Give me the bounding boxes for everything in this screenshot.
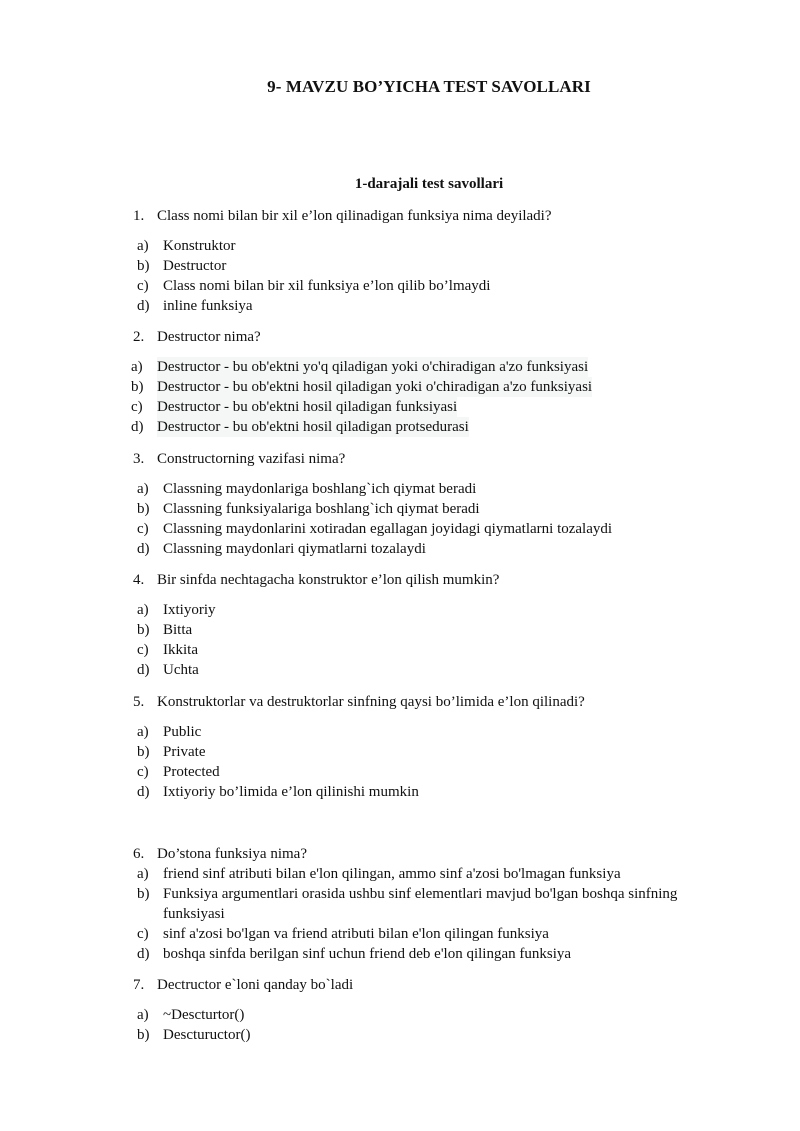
option-letter: c) — [137, 642, 149, 658]
option-text: inline funksiya — [163, 298, 253, 314]
question-number: 4. — [133, 572, 145, 588]
option-item — [137, 296, 490, 316]
question-number: 5. — [133, 694, 145, 710]
option-item — [137, 864, 723, 884]
option-item — [137, 236, 490, 256]
option-text: Protected — [163, 764, 220, 780]
option-letter: c) — [137, 926, 149, 942]
option-item — [137, 742, 419, 762]
option-text: Class nomi bilan bir xil funksiya e’lon qilib bo’lmaydi — [163, 278, 491, 294]
option-letter: d) — [137, 946, 150, 962]
option-text: Destructor - bu ob'ektni hosil qiladigan funksiyasi — [157, 399, 458, 415]
section-title: 1-darajali test savollari — [354, 176, 504, 192]
option-item — [137, 539, 612, 559]
option-letter: c) — [137, 764, 149, 780]
option-text: Ixtiyoriy — [163, 602, 216, 618]
option-text: Ikkita — [163, 642, 198, 658]
question-number: 6. — [133, 846, 145, 862]
options-list-6 — [137, 864, 723, 964]
question-text: Konstruktorlar va destruktorlar sinfning qaysi bo’limida e’lon qilinadi? — [157, 694, 585, 710]
option-letter: c) — [137, 278, 149, 294]
option-letter: c) — [131, 399, 143, 415]
options-list-1 — [137, 236, 490, 316]
question-text: Do’stona funksiya nima? — [157, 846, 307, 862]
option-letter: b) — [137, 1027, 150, 1043]
option-text: Destructor - bu ob'ektni hosil qiladigan protsedurasi — [157, 419, 469, 435]
option-letter: d) — [137, 298, 150, 314]
question-text: Bir sinfda nechtagacha konstruktor e’lon qilish mumkin? — [157, 572, 500, 588]
options-list-5 — [137, 722, 419, 802]
option-item — [137, 276, 490, 296]
question-7 — [133, 975, 353, 995]
option-letter: b) — [137, 886, 150, 902]
question-number: 1. — [133, 208, 145, 224]
question-number: 3. — [133, 451, 145, 467]
option-letter: b) — [137, 744, 150, 760]
option-item — [137, 1025, 250, 1045]
option-item — [137, 944, 723, 964]
option-text: Classning funksiyalariga boshlang`ich qiymat beradi — [163, 501, 480, 517]
question-number: 2. — [133, 329, 145, 345]
option-item — [131, 417, 592, 437]
option-text: sinf a'zosi bo'lgan va friend atributi bilan e'lon qilingan funksiya — [163, 926, 549, 942]
options-list-3 — [137, 479, 612, 559]
question-1 — [133, 206, 552, 226]
option-letter: b) — [137, 622, 150, 638]
option-text: Destructor - bu ob'ektni yo'q qiladigan yoki o'chiradigan a'zo funksiyasi — [157, 359, 589, 375]
option-item — [137, 479, 612, 499]
option-item — [137, 600, 216, 620]
option-text: Destructor — [163, 258, 227, 274]
question-number: 7. — [133, 977, 145, 993]
question-5 — [133, 692, 585, 712]
question-4 — [133, 570, 499, 590]
option-text: Ixtiyoriy bo’limida e’lon qilinishi mumkin — [163, 784, 419, 800]
options-list-7 — [137, 1005, 250, 1045]
option-letter: b) — [137, 258, 150, 274]
option-item — [137, 924, 723, 944]
option-text: Private — [163, 744, 206, 760]
option-text: Bitta — [163, 622, 193, 638]
option-letter: a) — [137, 238, 149, 254]
option-letter: d) — [137, 541, 150, 557]
option-letter: a) — [137, 724, 149, 740]
option-letter: d) — [137, 784, 150, 800]
question-text: Class nomi bilan bir xil e’lon qilinadigan funksiya nima deyiladi? — [157, 208, 552, 224]
option-item — [137, 884, 723, 924]
document-title: 9- MAVZU BO’YICHA TEST SAVOLLARI — [267, 77, 591, 96]
options-list-4 — [137, 600, 216, 680]
option-letter: d) — [137, 662, 150, 678]
option-text: Classning maydonlarini xotiradan egallagan joyidagi qiymatlarni tozalaydi — [163, 521, 613, 537]
options-list-2 — [131, 357, 592, 437]
question-6 — [133, 844, 307, 864]
option-item — [137, 762, 419, 782]
option-letter: a) — [137, 481, 149, 497]
option-letter: c) — [137, 521, 149, 537]
option-text: friend sinf atributi bilan e'lon qilingan, ammo sinf a'zosi bo'lmagan funksiya — [163, 866, 621, 882]
option-text: boshqa sinfda berilgan sinf uchun friend deb e'lon qilingan funksiya — [163, 946, 572, 962]
option-item — [137, 499, 612, 519]
option-text: Desctuructor() — [163, 1027, 251, 1043]
option-item — [131, 377, 592, 397]
option-text: ~Descturtor() — [163, 1007, 245, 1023]
option-letter: b) — [131, 379, 144, 395]
option-letter: a) — [137, 602, 149, 618]
option-text: Konstruktor — [163, 238, 236, 254]
option-item — [131, 357, 592, 377]
question-2 — [133, 327, 261, 347]
option-text: Classning maydonlari qiymatlarni tozalaydi — [163, 541, 426, 557]
option-letter: d) — [131, 419, 144, 435]
option-item — [137, 640, 216, 660]
option-item — [137, 782, 419, 802]
option-item — [137, 722, 419, 742]
option-item — [137, 519, 612, 539]
question-text: Constructorning vazifasi nima? — [157, 451, 346, 467]
option-text: Public — [163, 724, 202, 740]
question-3 — [133, 449, 345, 469]
option-item — [131, 397, 592, 417]
option-letter: a) — [131, 359, 143, 375]
option-text: Classning maydonlariga boshlang`ich qiymat beradi — [163, 481, 477, 497]
option-text: Destructor - bu ob'ektni hosil qiladigan yoki o'chiradigan a'zo funksiyasi — [157, 379, 593, 395]
question-text: Dectructor e`loni qanday bo`ladi — [157, 977, 354, 993]
option-text: Uchta — [163, 662, 199, 678]
option-item — [137, 1005, 250, 1025]
option-letter: a) — [137, 866, 149, 882]
option-letter: b) — [137, 501, 150, 517]
option-item — [137, 660, 216, 680]
option-item — [137, 620, 216, 640]
option-text: Funksiya argumentlari orasida ushbu sinf elementlari mavjud bo'lgan boshqa sinfning funksiyasi — [163, 886, 678, 922]
option-letter: a) — [137, 1007, 149, 1023]
question-text: Destructor nima? — [157, 329, 261, 345]
option-item — [137, 256, 490, 276]
